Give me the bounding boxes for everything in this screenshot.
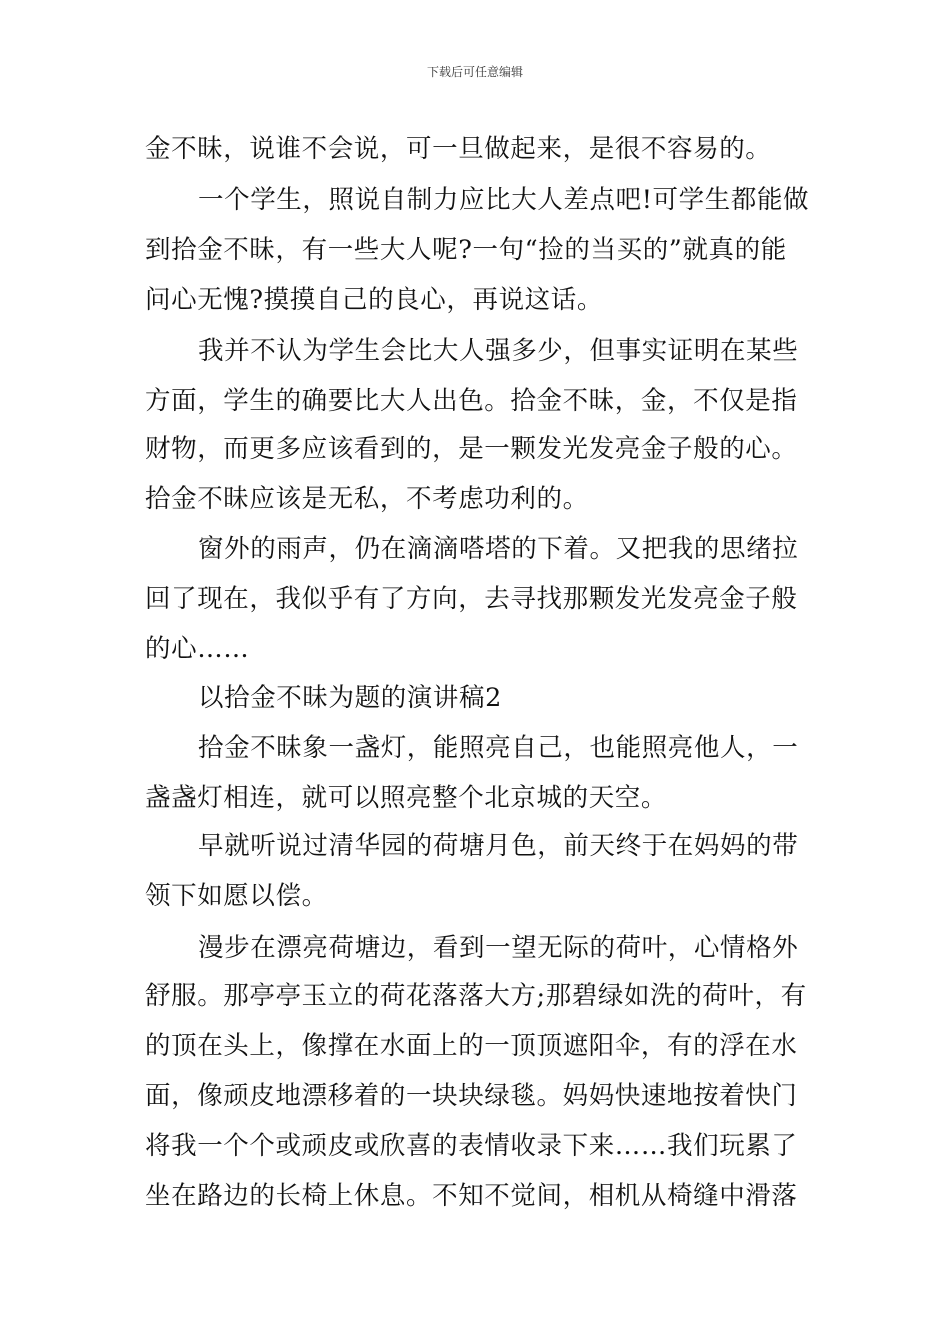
body-text-line: 领下如愿以偿。 (145, 881, 328, 911)
body-text-line: 拾金不昧象一盏灯，能照亮自己，也能照亮他人，一 (198, 733, 799, 763)
body-text-line: 早就听说过清华园的荷塘月色，前天终于在妈妈的带 (198, 831, 799, 861)
body-text-line: 一个学生，照说自制力应比大人差点吧!可学生都能做 (198, 185, 810, 215)
page-header: 下载后可任意编辑 (426, 65, 523, 79)
body-text-line: 财物，而更多应该看到的，是一颗发光发亮金子般的心。 (145, 434, 798, 464)
body-text-line: 坐在路边的长椅上休息。不知不觉间，相机从椅缝中滑落 (145, 1181, 798, 1211)
body-text-line: 漫步在漂亮荷塘边，看到一望无际的荷叶，心情格外 (198, 933, 799, 963)
body-text-line: 金不昧，说谁不会说，可一旦做起来，是很不容易的。 (145, 134, 772, 164)
body-text-line: 窗外的雨声，仍在滴滴嗒塔的下着。又把我的思绪拉 (198, 534, 799, 564)
body-text-line: 面，像顽皮地漂移着的一块块绿毯。妈妈快速地按着快门 (145, 1081, 798, 1111)
body-text-line: 我并不认为学生会比大人强多少，但事实证明在某些 (198, 336, 799, 366)
body-text-line: 到拾金不昧，有一些大人呢?一句“捡的当买的”就真的能 (145, 235, 787, 265)
body-text-line: 方面，学生的确要比大人出色。拾金不昧，金，不仅是指 (145, 386, 798, 416)
body-text-line: 的心…… (145, 634, 250, 664)
body-text-line: 拾金不昧应该是无私，不考虑功利的。 (145, 484, 589, 514)
body-text-line: 回了现在，我似乎有了方向，去寻找那颗发光发亮金子般 (145, 584, 798, 614)
body-text-line: 问心无愧?摸摸自己的良心，再说这话。 (145, 285, 603, 315)
body-text-line: 的顶在头上，像撑在水面上的一顶顶遮阳伞，有的浮在水 (145, 1031, 798, 1061)
body-text-line: 将我一个个或顽皮或欣喜的表情收录下来……我们玩累了 (145, 1131, 798, 1161)
section-title: 以拾金不昧为题的演讲稿2 (198, 683, 502, 713)
body-text-line: 盏盏灯相连，就可以照亮整个北京城的天空。 (145, 783, 668, 813)
body-text-line: 舒服。那亭亭玉立的荷花落落大方;那碧绿如洗的荷叶，有 (145, 981, 807, 1011)
